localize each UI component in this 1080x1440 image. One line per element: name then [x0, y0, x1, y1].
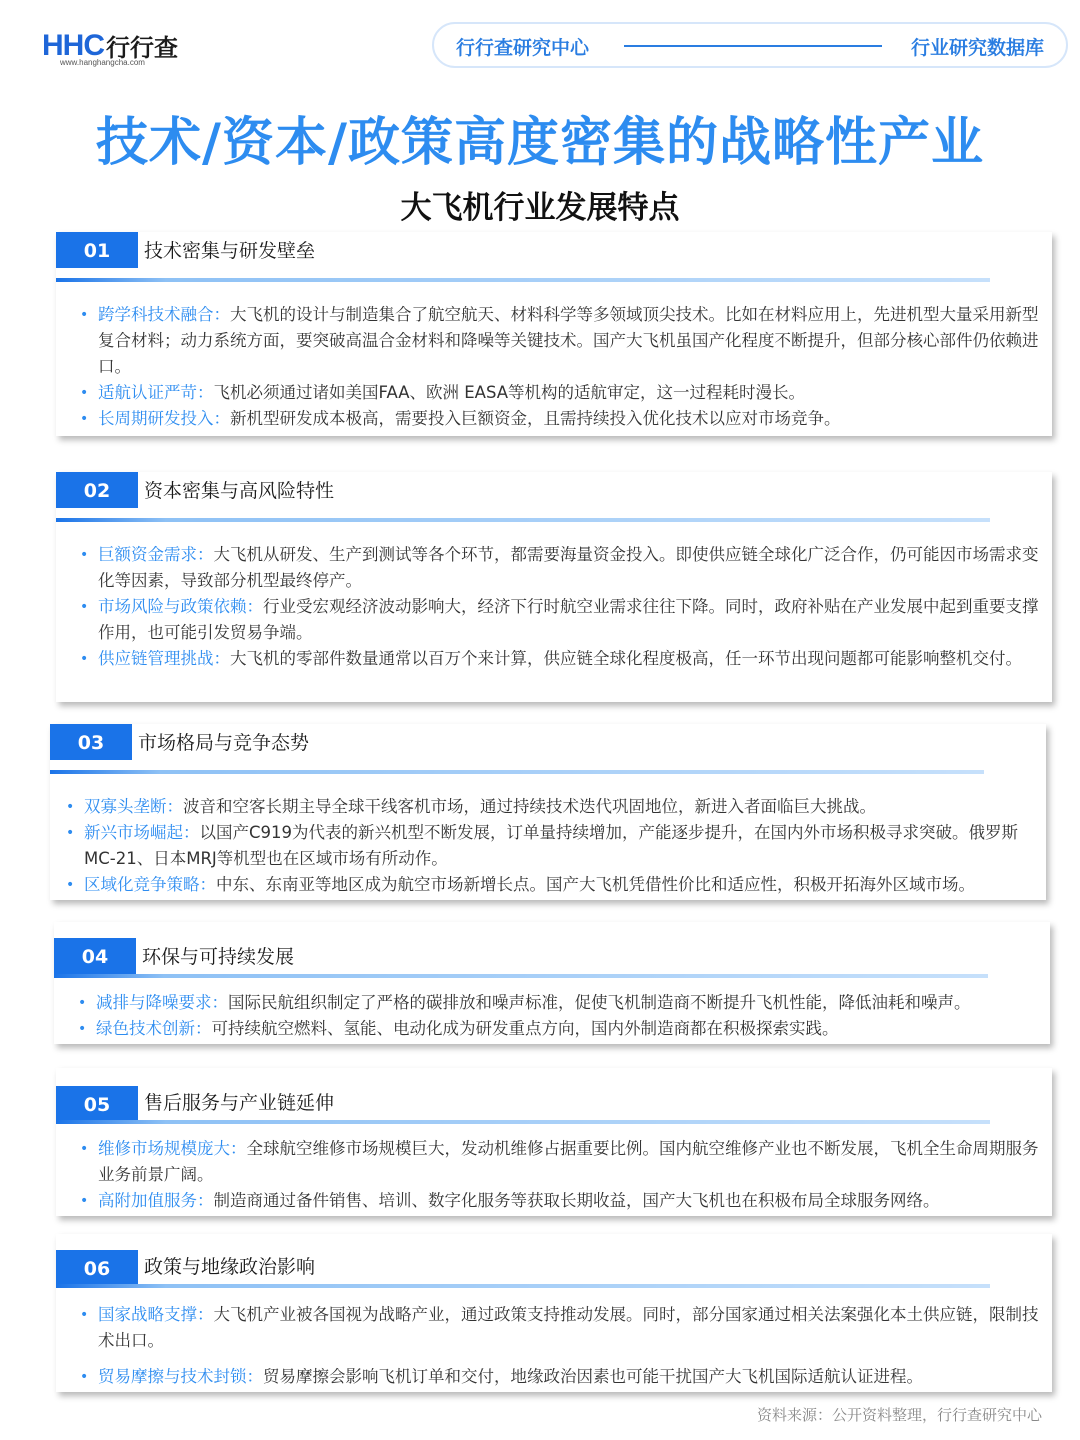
list-item — [80, 302, 1042, 380]
item-key: 市场风险与政策依赖： — [98, 597, 263, 616]
bullet-list — [78, 990, 1040, 1042]
item-key: 高附加值服务： — [98, 1191, 214, 1210]
item-key: 新兴市场崛起： — [84, 823, 200, 842]
section-card-06 — [56, 1234, 1052, 1392]
item-text: 贸易摩擦会影响飞机订单和交付，地缘政治因素也可能干扰国产大飞机国际适航认证进程。 — [263, 1367, 923, 1386]
list-item — [66, 794, 1042, 820]
page-header — [0, 0, 1080, 90]
page-subtitle: 大飞机行业发展特点 — [400, 190, 680, 226]
item-text: 大飞机从研发、生产到测试等各个环节，都需要海量资金投入。即使供应链全球化广泛合作，仍可能因市场需求变化等因素，导致部分机型最终停产。 — [98, 545, 1039, 590]
logo-url: www.hanghangcha.com — [60, 58, 145, 67]
item-key: 双寡头垄断： — [84, 797, 183, 816]
item-text: 新机型研发成本极高，需要投入巨额资金，且需持续投入优化技术以应对市场竞争。 — [230, 409, 841, 428]
section-title: 资本密集与高风险特性 — [144, 480, 335, 502]
bullet-list — [80, 1302, 1042, 1390]
item-text: 制造商通过备件销售、培训、数字化服务等获取长期收益，国产大飞机也在积极布局全球服务网络。 — [213, 1191, 940, 1210]
section-card-05 — [56, 1068, 1052, 1216]
section-underline — [50, 770, 984, 774]
list-item — [80, 542, 1042, 594]
list-item — [80, 406, 1042, 432]
item-key: 适航认证严苛： — [98, 383, 214, 402]
item-text: 大飞机的零部件数量通常以百万个来计算，供应链全球化程度极高，任一环节出现问题都可能影响整机交付。 — [230, 649, 1022, 668]
item-key: 国家战略支撑： — [98, 1305, 214, 1324]
list-item — [80, 594, 1042, 646]
item-text: 波音和空客长期主导全球干线客机市场，通过持续技术迭代巩固地位，新进入者面临巨大挑战。 — [183, 797, 876, 816]
section-number: 04 — [54, 938, 136, 974]
section-underline — [56, 1284, 990, 1288]
item-text: 可持续航空燃料、氢能、电动化成为研发重点方向，国内外制造商都在积极探索实践。 — [211, 1019, 839, 1038]
section-number: 02 — [56, 472, 138, 508]
bullet-list — [80, 542, 1042, 672]
item-key: 区域化竞争策略： — [84, 875, 216, 894]
list-item — [80, 1302, 1042, 1354]
item-text: 大飞机的设计与制造集合了航空航天、材料科学等多领域顶尖技术。比如在材料应用上，先进机型大量采用新型复合材料；动力系统方面，要突破高温合金材料和降噪等关键技术。国产大飞机虽国产化程度不断提升，但部分核心部件仍依赖进口。 — [98, 305, 1039, 376]
item-text: 国际民航组织制定了严格的碳排放和噪声标准，促使飞机制造商不断提升飞机性能，降低油耗和噪声。 — [228, 993, 971, 1012]
section-number: 01 — [56, 232, 138, 268]
logo-name: 行行查 — [106, 34, 178, 62]
item-text: 以国产C919为代表的新兴机型不断发展，订单量持续增加，产能逐步提升，在国内外市场积极寻求突破。俄罗斯MC-21、日本MRJ等机型也在区域市场有所动作。 — [84, 823, 1019, 868]
section-card-02 — [56, 472, 1052, 702]
item-key: 维修市场规模庞大： — [98, 1139, 247, 1158]
page-title: 技术/资本/政策高度密集的战略性产业 — [96, 113, 984, 173]
item-key: 供应链管理挑战： — [98, 649, 230, 668]
item-key: 跨学科技术融合： — [98, 305, 230, 324]
list-item — [80, 1136, 1042, 1188]
logo-mark: HHC — [42, 28, 104, 62]
section-title: 售后服务与产业链延伸 — [144, 1092, 335, 1114]
bullet-list — [80, 302, 1042, 432]
source-note: 资料来源：公开资料整理，行行查研究中心 — [756, 1406, 1042, 1424]
item-text: 中东、东南亚等地区成为航空市场新增长点。国产大飞机凭借性价比和适应性，积极开拓海外区域市场。 — [216, 875, 975, 894]
item-key: 绿色技术创新： — [96, 1019, 212, 1038]
section-underline — [54, 974, 988, 978]
section-underline — [56, 1120, 990, 1124]
item-key: 减排与降噪要求： — [96, 993, 228, 1012]
section-card-04 — [54, 922, 1050, 1044]
section-title: 技术密集与研发壁垒 — [144, 240, 316, 262]
item-key: 贸易摩擦与技术封锁： — [98, 1367, 263, 1386]
database-label: 行业研究数据库 — [910, 37, 1044, 59]
list-item — [78, 990, 1040, 1016]
header-pill — [432, 22, 1068, 68]
item-text: 全球航空维修市场规模巨大，发动机维修占据重要比例。国内航空维修产业也不断发展，飞机全生命周期服务业务前景广阔。 — [98, 1139, 1039, 1184]
pill-divider — [624, 45, 882, 47]
list-item — [80, 1364, 1042, 1390]
section-title: 政策与地缘政治影响 — [144, 1256, 316, 1278]
list-item — [80, 380, 1042, 406]
research-center-label: 行行查研究中心 — [456, 37, 590, 59]
item-text: 行业受宏观经济波动影响大，经济下行时航空业需求往往下降。同时，政府补贴在产业发展中起到重要支撑作用，也可能引发贸易争端。 — [98, 597, 1039, 642]
item-key: 长周期研发投入： — [98, 409, 230, 428]
list-item — [66, 820, 1042, 872]
section-number: 06 — [56, 1250, 138, 1286]
item-key: 巨额资金需求： — [98, 545, 214, 564]
section-card-01 — [56, 232, 1052, 436]
section-title: 市场格局与竞争态势 — [138, 732, 310, 754]
section-underline — [56, 278, 990, 282]
section-number: 05 — [56, 1086, 138, 1122]
item-text: 飞机必须通过诸如美国FAA、欧洲 EASA等机构的适航审定，这一过程耗时漫长。 — [213, 383, 806, 402]
item-text: 大飞机产业被各国视为战略产业，通过政策支持推动发展。同时，部分国家通过相关法案强化本土供应链，限制技术出口。 — [98, 1305, 1039, 1350]
list-item — [80, 1188, 1042, 1214]
list-item — [78, 1016, 1040, 1042]
section-underline — [56, 518, 990, 522]
bullet-list — [80, 1136, 1042, 1214]
list-item — [66, 872, 1042, 898]
section-title: 环保与可持续发展 — [142, 946, 295, 968]
section-card-03 — [50, 724, 1046, 900]
bullet-list — [66, 794, 1042, 898]
section-number: 03 — [50, 724, 132, 760]
list-item — [80, 646, 1042, 672]
